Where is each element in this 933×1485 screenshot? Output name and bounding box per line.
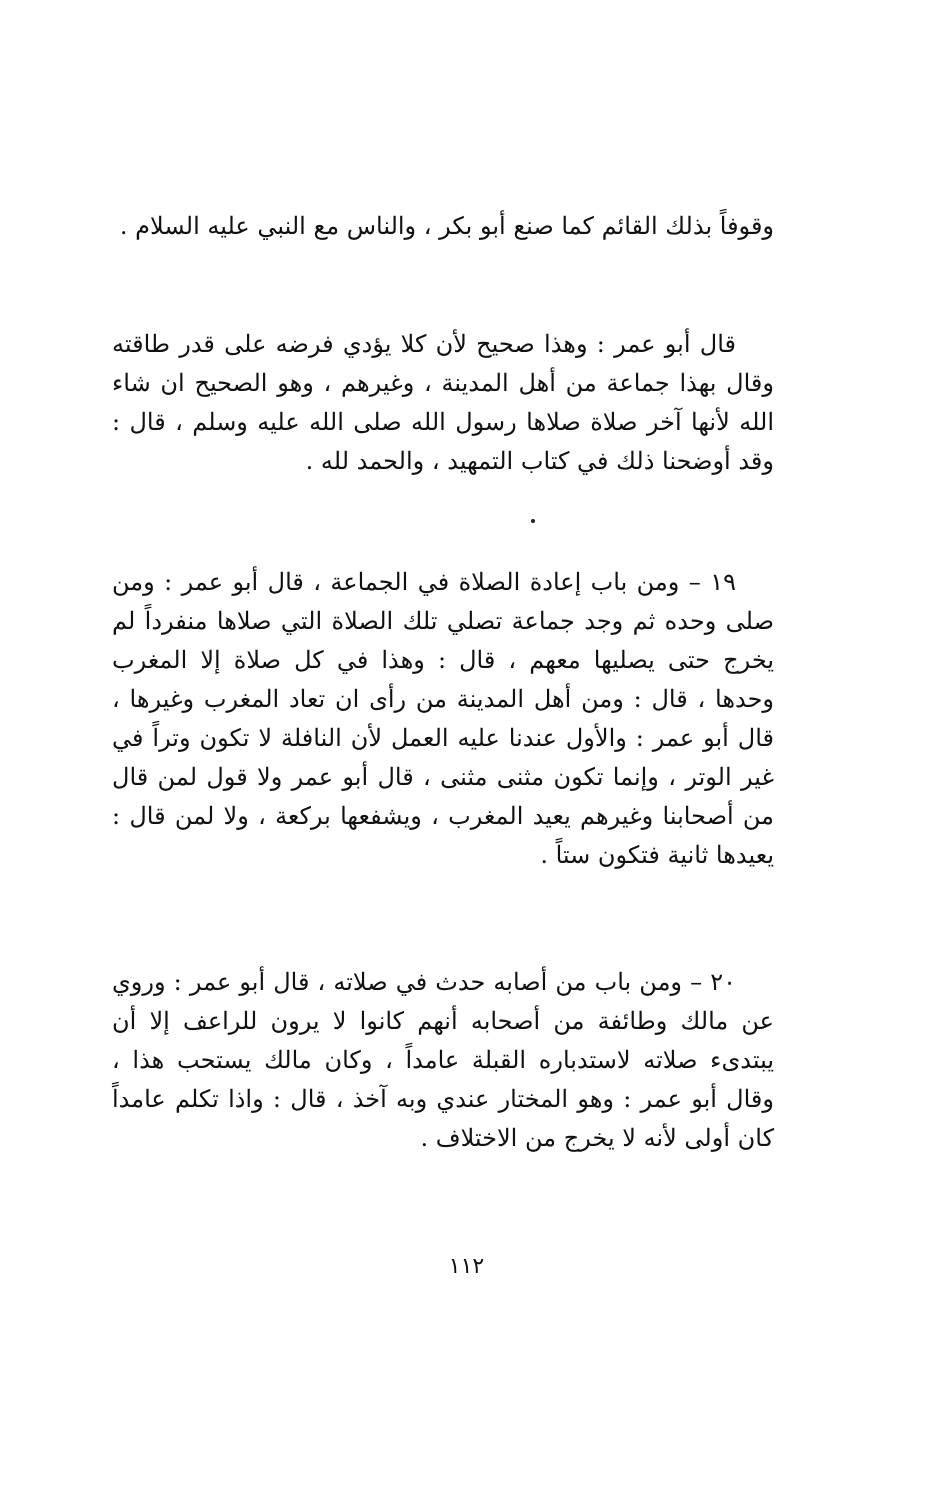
print-speck xyxy=(531,519,535,523)
paragraph-section-20: ٢٠ – ومن باب من أصابه حدث في صلاته ، قال أبو عمر : وروي عن مالك وطائفة من أصحابه أنهم كانوا لا يرون للراعف إلا أن يبتدىء صلاته لاستدباره القبلة عامداً ، وكان مالك يستحب هذا ، وقال أبو عمر : وهو المختار عندي وبه آخذ ، قال : واذا تكلم عامداً كان أولى لأنه لا يخرج من الاختلاف . xyxy=(112,968,774,1152)
paragraph-abu-umar-comment: قال أبو عمر : وهذا صحيح لأن كلا يؤدي فرضه على قدر طاقته وقال بهذا جماعة من أهل المدينة ، وغيرهم ، وهو الصحيح ان شاء الله لأنها آخر صلاة صلاها رسول الله صلى الله عليه وسلم ، قال : وقد أوضحنا ذلك في كتاب التمهيد ، والحمد لله . xyxy=(112,330,774,475)
page-number: ١١٢ xyxy=(448,1254,485,1279)
paragraph-continuation: وقوفاً بذلك القائم كما صنع أبو بكر ، والناس مع النبي عليه السلام . xyxy=(119,212,774,240)
paragraph-section-19: ١٩ – ومن باب إعادة الصلاة في الجماعة ، قال أبو عمر : ومن صلى وحده ثم وجد جماعة تصلي تلك الصلاة التي صلاها منفرداً لم يخرج حتى يصليها معهم ، قال : وهذا في كل صلاة إلا المغرب وحدها ، قال : ومن أهل المدينة من رأى ان تعاد المغرب وغيرها ، قال أبو عمر : والأول عندنا عليه العمل لأن النافلة لا تكون وتراً في غير الوتر ، وإنما تكون مثنى مثنى ، قال أبو عمر ولا قول لمن قال من أصحابنا وغيرهم يعيد المغرب ، ويشفعها بركعة ، ولا لمن قال : يعيدها ثانية فتكون ستاً . xyxy=(112,568,774,869)
